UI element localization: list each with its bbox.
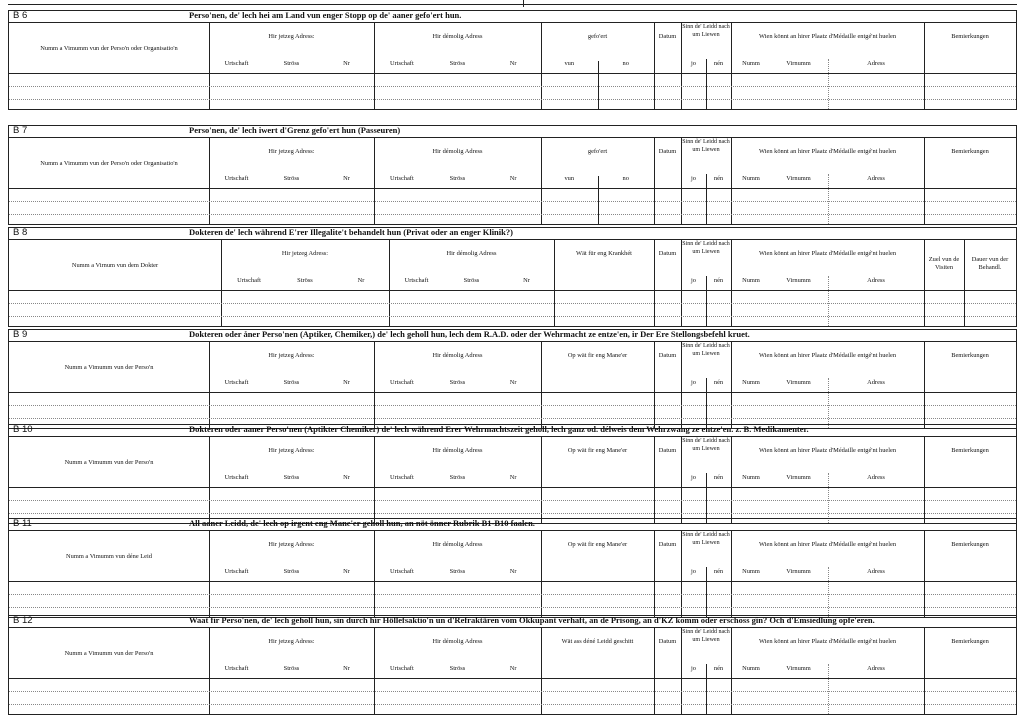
- former-address-header: Hir démolig Adress: [432, 148, 483, 155]
- medal-firstname-header: Virnumm: [786, 665, 811, 672]
- street-header: Ströss: [449, 474, 466, 481]
- town-header: Urtschaft: [389, 665, 414, 672]
- medal-name-header: Numm: [742, 60, 760, 67]
- entry-row-line: [9, 303, 1016, 304]
- section-title: Dokteren oder åner Perso'nen (Aptiker, Chemiker,) de' lech geholl hun, lech dem R.A.D. oder der Wehrmacht ze entze'en, ir Der Ere Stellongsbefehl kruet.: [189, 329, 750, 339]
- street-header: Ströss: [283, 474, 300, 481]
- no-header: nén: [713, 175, 724, 182]
- number-header: Nr: [523, 277, 530, 284]
- method-header: Op wät fir eng Mane'er: [567, 541, 628, 548]
- town-header: Urtschaft: [224, 474, 249, 481]
- former-address-header: Hir démolig Adress: [446, 250, 497, 257]
- yes-header: jo: [691, 665, 696, 672]
- section-title: Perso'nen, de' lech hei am Land vun enger Stopp op de' aaner gefo'ert hun.: [189, 10, 462, 20]
- medal-recipient-header: Wien könnt an hirer Plaatz d'Médaille entgé'nt huelen: [758, 33, 897, 40]
- method-header: Wät für eng Krankhét: [576, 250, 632, 257]
- street-header: Ströss: [297, 277, 313, 284]
- suffered-header: Sinn de' Leidd nach um Liewen: [682, 438, 730, 452]
- route-header: gefo'ert: [587, 148, 608, 155]
- remarks-header: Bemierkungen: [951, 33, 989, 40]
- medal-name-header: Numm: [742, 568, 760, 575]
- medal-address-header: Adress: [867, 379, 885, 386]
- town-header: Urtschaft: [224, 60, 249, 67]
- date-header: Datum: [658, 352, 677, 359]
- suffered-header: Sinn de' Leidd nach um Liewen: [682, 139, 730, 153]
- number-header: Nr: [357, 277, 365, 284]
- to-header: no: [622, 175, 629, 182]
- to-header: no: [622, 60, 629, 67]
- section-b11: [8, 518, 1017, 618]
- name-column-header: Numm a Vimumm vun déne Leid: [66, 553, 152, 560]
- name-column-header: Numm a Vimumm vun der Perso'n oder Organisatio'n: [40, 45, 178, 52]
- town-header: Urtschaft: [389, 60, 414, 67]
- town-header: Urtschaft: [237, 277, 261, 284]
- no-header: nén: [713, 277, 724, 284]
- section-title: All aaner Leidd, de' lech op irgent eng Mane'er geholl hun, an nöt önner Rubrik B1-B10 faalen.: [189, 518, 535, 528]
- entry-row-line: [9, 86, 1016, 87]
- entry-row-line: [9, 405, 1016, 406]
- no-header: nén: [713, 379, 724, 386]
- medal-firstname-header: Virnumm: [786, 175, 811, 182]
- name-column-header: Numm a Vimumm vun der Perso'n: [64, 650, 154, 657]
- yes-header: jo: [691, 277, 696, 284]
- header-bottom-rule: [9, 73, 1016, 74]
- method-header: Op wät fir eng Mane'er: [567, 352, 628, 359]
- entry-row-line: [9, 316, 1016, 317]
- former-address-header: Hir démolig Adress: [432, 638, 483, 645]
- header-bottom-rule: [9, 678, 1016, 679]
- current-address-header: Hir jetzeg Adress:: [268, 541, 315, 548]
- medal-name-header: Numm: [742, 277, 760, 284]
- former-address-header: Hir démolig Adress: [432, 447, 483, 454]
- medal-address-header: Adress: [867, 665, 885, 672]
- no-header: nén: [713, 665, 724, 672]
- number-header: Nr: [509, 474, 517, 481]
- no-header: nén: [713, 474, 724, 481]
- street-header: Ströss: [449, 379, 466, 386]
- section-title: Dokteren de' lech während E'rer Illegalite't behandelt hun (Privat oder an enger Klinik?): [189, 227, 513, 237]
- remarks-header: Bemierkungen: [951, 447, 989, 454]
- route-divider: [598, 176, 599, 224]
- entry-row-line: [9, 201, 1016, 202]
- section-b10: [8, 424, 1017, 524]
- yes-header: jo: [691, 568, 696, 575]
- medal-address-header: Adress: [867, 277, 885, 284]
- medal-recipient-header: Wien könnt an hirer Plaatz d'Médaille entgé'nt huelen: [758, 148, 897, 155]
- medal-recipient-header: Wien könnt an hirer Plaatz d'Médaille entgé'nt huelen: [758, 638, 897, 645]
- entry-row-line: [9, 500, 1016, 501]
- town-header: Urtschaft: [224, 175, 249, 182]
- former-address-header: Hir démolig Adress: [432, 541, 483, 548]
- street-header: Ströss: [283, 60, 300, 67]
- medal-firstname-header: Virnumm: [786, 277, 811, 284]
- medal-firstname-header: Virnumm: [786, 474, 811, 481]
- date-header: Datum: [658, 638, 677, 645]
- current-address-header: Hir jetzeg Adress:: [268, 352, 315, 359]
- number-header: Nr: [343, 474, 350, 481]
- section-title: Perso'nen, de' lech iwert d'Grenz gefo'ert hun (Passeuren): [189, 125, 401, 135]
- header-bottom-rule: [9, 581, 1016, 582]
- town-header: Urtschaft: [389, 568, 414, 575]
- town-header: Urtschaft: [224, 568, 249, 575]
- number-header: Nr: [509, 568, 517, 575]
- header-bottom-rule: [9, 392, 1016, 393]
- section-b7: [8, 125, 1017, 225]
- number-header: Nr: [509, 665, 517, 672]
- section-code: B 7: [13, 125, 28, 136]
- date-header: Datum: [658, 250, 677, 257]
- suffered-header: Sinn de' Leidd nach um Liewen: [682, 24, 730, 38]
- column-rule: [964, 240, 965, 326]
- medal-firstname-header: Virnumm: [786, 568, 811, 575]
- visits-header: Zuel vun de Visiten: [928, 256, 960, 271]
- medal-recipient-header: Wien könnt an hirer Plaatz d'Médaille entgé'nt huelen: [758, 250, 897, 257]
- town-header: Urtschaft: [224, 379, 249, 386]
- remarks-header: Bemierkungen: [951, 638, 989, 645]
- name-column-header: Numm a Vimumm vun der Perso'n: [64, 459, 154, 466]
- medal-name-header: Numm: [742, 665, 760, 672]
- town-header: Urtschaft: [404, 277, 429, 284]
- street-header: Ströss: [449, 568, 466, 575]
- number-header: Nr: [343, 568, 350, 575]
- name-column-header: Numm a Virnum vun dem Dokter: [71, 262, 159, 269]
- date-header: Datum: [658, 447, 677, 454]
- entry-row-line: [9, 513, 1016, 514]
- number-header: Nr: [343, 175, 350, 182]
- number-header: Nr: [343, 665, 350, 672]
- section-code: B 6: [13, 10, 28, 21]
- medal-name-header: Numm: [742, 175, 760, 182]
- section-b8: [8, 227, 1017, 327]
- section-b9: [8, 329, 1017, 429]
- remarks-header: Bemierkungen: [951, 148, 989, 155]
- current-address-header: Hir jetzeg Adress:: [268, 638, 315, 645]
- number-header: Nr: [509, 175, 517, 182]
- town-header: Urtschaft: [389, 474, 414, 481]
- medal-address-header: Adress: [867, 568, 885, 575]
- date-header: Datum: [658, 541, 677, 548]
- former-address-header: Hir démolig Adress: [432, 33, 483, 40]
- medal-address-header: Adress: [867, 175, 885, 182]
- entry-row-line: [9, 99, 1016, 100]
- date-header: Datum: [658, 148, 677, 155]
- yes-header: jo: [691, 474, 696, 481]
- entry-row-line: [9, 418, 1016, 419]
- no-header: nén: [713, 568, 724, 575]
- yes-header: jo: [691, 60, 696, 67]
- medal-firstname-header: Virnumm: [786, 60, 811, 67]
- current-address-header: Hir jetzeg Adress:: [268, 33, 315, 40]
- town-header: Urtschaft: [224, 665, 249, 672]
- from-header: vun: [564, 175, 575, 182]
- name-column-header: Numm a Vimumm vun der Perso'n oder Organisatio'n: [40, 160, 178, 167]
- route-header: gefo'ert: [587, 33, 608, 40]
- suffered-header: Sinn de' Leidd nach um Liewen: [682, 343, 730, 357]
- route-divider: [598, 61, 599, 109]
- date-header: Datum: [658, 33, 677, 40]
- yes-header: jo: [691, 175, 696, 182]
- no-header: nén: [713, 60, 724, 67]
- suffered-header: Sinn de' Leidd nach um Liewen: [682, 629, 730, 643]
- number-header: Nr: [343, 60, 350, 67]
- street-header: Ströss: [283, 665, 300, 672]
- medal-name-header: Numm: [742, 379, 760, 386]
- entry-row-line: [9, 214, 1016, 215]
- current-address-header: Hir jetzeg Adress:: [268, 447, 315, 454]
- medal-address-header: Adress: [867, 60, 885, 67]
- name-column-header: Numm a Vimumm vun der Perso'n: [64, 364, 154, 371]
- method-header: Wät ass déné Leidd geschitt: [561, 638, 634, 645]
- medal-recipient-header: Wien könnt an hirer Plaatz d'Médaille entgé'nt huelen: [758, 541, 897, 548]
- number-header: Nr: [509, 60, 517, 67]
- header-bottom-rule: [9, 188, 1016, 189]
- remarks-header: Bemierkungen: [951, 352, 989, 359]
- town-header: Urtschaft: [389, 175, 414, 182]
- header-bottom-rule: [9, 290, 1016, 291]
- section-b6: [8, 10, 1017, 110]
- entry-row-line: [9, 594, 1016, 595]
- suffered-header: Sinn de' Leidd nach um Liewen: [682, 532, 730, 546]
- section-code: B 9: [13, 329, 28, 340]
- street-header: Ströss: [449, 60, 466, 67]
- entry-row-line: [9, 691, 1016, 692]
- from-header: vun: [564, 60, 575, 67]
- medal-recipient-header: Wien könnt an hirer Plaatz d'Médaille entgé'nt huelen: [758, 447, 897, 454]
- street-header: Ströss: [449, 175, 466, 182]
- header-bottom-rule: [9, 487, 1016, 488]
- street-header: Ströss: [463, 277, 480, 284]
- medal-recipient-header: Wien könnt an hirer Plaatz d'Médaille entgé'nt huelen: [758, 352, 897, 359]
- yes-header: jo: [691, 379, 696, 386]
- street-header: Ströss: [283, 175, 300, 182]
- section-title: Waat fir Perso'nen, de' lech geholl hun, sin durch hir Höllefsaktio'n un d'Refraktären vom Okkupant verhaft, an de Prisong, an d'KZ komm oder erschoss gin? Och d'Emsiedlung opfe'eren.: [189, 615, 875, 625]
- former-address-header: Hir démolig Adress: [432, 352, 483, 359]
- town-header: Urtschaft: [389, 379, 414, 386]
- method-header: Op wät fir eng Mane'er: [567, 447, 628, 454]
- section-b12: [8, 615, 1017, 715]
- duration-header: Dauer vun der Behandl.: [971, 256, 1009, 271]
- street-header: Ströss: [449, 665, 466, 672]
- column-rule: [924, 240, 925, 326]
- entry-row-line: [9, 704, 1016, 705]
- section-title-bar: [9, 126, 1016, 138]
- remarks-header: Bemierkungen: [951, 541, 989, 548]
- current-address-header: Hir jetzeg Adress:: [281, 250, 329, 257]
- medal-address-header: Adress: [867, 474, 885, 481]
- street-header: Ströss: [283, 379, 300, 386]
- medal-firstname-header: Virnumm: [786, 379, 811, 386]
- medal-name-header: Numm: [742, 474, 760, 481]
- section-title: Dokteren oder aaner Perso'nen (Aptikter Chemiker) de' lech während Erer Wehrmachtszeit geholl, lech ganz od. délweis dem Wehrzwang ze entze'en. z. B. Medikamenter.: [189, 424, 809, 434]
- section-code: B 8: [13, 227, 28, 238]
- number-header: Nr: [509, 379, 517, 386]
- number-header: Nr: [343, 379, 350, 386]
- street-header: Ströss: [283, 568, 300, 575]
- section-code: B 10: [13, 424, 33, 435]
- suffered-header: Sinn de' Leidd nach um Liewen: [682, 241, 730, 255]
- entry-row-line: [9, 607, 1016, 608]
- current-address-header: Hir jetzeg Adress:: [268, 148, 315, 155]
- section-code: B 12: [13, 615, 33, 626]
- section-code: B 11: [13, 518, 32, 529]
- page-top-rule: [8, 4, 1017, 5]
- section-title-bar: [9, 11, 1016, 23]
- fold-mark: [523, 0, 524, 7]
